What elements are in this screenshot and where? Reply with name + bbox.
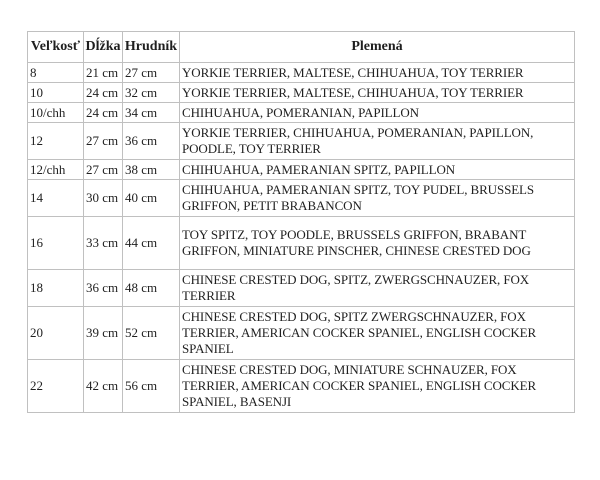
cell-breeds: YORKIE TERRIER, MALTESE, CHIHUAHUA, TOY TERRIER (180, 63, 575, 83)
cell-chest: 27 cm (123, 63, 180, 83)
cell-chest: 36 cm (123, 123, 180, 160)
table-row (28, 63, 575, 83)
table-row (28, 180, 575, 217)
cell-size: 10 (28, 83, 84, 103)
cell-chest: 34 cm (123, 103, 180, 123)
table-row (28, 160, 575, 180)
cell-size: 18 (28, 270, 84, 307)
cell-chest: 44 cm (123, 217, 180, 270)
cell-breeds: YORKIE TERRIER, CHIHUAHUA, POMERANIAN, PAPILLON, POODLE, TOY TERRIER (180, 123, 575, 160)
table-row (28, 307, 575, 360)
column-header-length: Dĺžka (84, 32, 123, 63)
cell-length: 42 cm (84, 360, 123, 413)
cell-chest: 52 cm (123, 307, 180, 360)
cell-chest: 38 cm (123, 160, 180, 180)
cell-breeds: CHIHUAHUA, PAMERANIAN SPITZ, PAPILLON (180, 160, 575, 180)
cell-size: 14 (28, 180, 84, 217)
table-row (28, 360, 575, 413)
cell-breeds: YORKIE TERRIER, MALTESE, CHIHUAHUA, TOY TERRIER (180, 83, 575, 103)
cell-chest: 40 cm (123, 180, 180, 217)
cell-chest: 48 cm (123, 270, 180, 307)
column-header-chest: Hrudník (123, 32, 180, 63)
cell-length: 39 cm (84, 307, 123, 360)
cell-chest: 32 cm (123, 83, 180, 103)
cell-breeds: CHIHUAHUA, PAMERANIAN SPITZ, TOY PUDEL, BRUSSELS GRIFFON, PETIT BRABANCON (180, 180, 575, 217)
cell-size: 12 (28, 123, 84, 160)
cell-size: 20 (28, 307, 84, 360)
cell-size: 22 (28, 360, 84, 413)
cell-breeds: CHINESE CRESTED DOG, SPITZ ZWERGSCHNAUZER, FOX TERRIER, AMERICAN COCKER SPANIEL, ENGLISH COCKER SPANIEL (180, 307, 575, 360)
column-header-breeds: Plemená (180, 32, 575, 63)
cell-length: 36 cm (84, 270, 123, 307)
cell-length: 24 cm (84, 83, 123, 103)
cell-length: 33 cm (84, 217, 123, 270)
cell-chest: 56 cm (123, 360, 180, 413)
cell-size: 12/chh (28, 160, 84, 180)
column-header-size: Veľkosť (28, 32, 84, 63)
cell-length: 21 cm (84, 63, 123, 83)
cell-size: 10/chh (28, 103, 84, 123)
cell-length: 27 cm (84, 123, 123, 160)
dog-size-table (27, 31, 575, 413)
cell-length: 27 cm (84, 160, 123, 180)
table-row (28, 123, 575, 160)
cell-length: 30 cm (84, 180, 123, 217)
table-header-row (28, 32, 575, 63)
cell-breeds: CHINESE CRESTED DOG, MINIATURE SCHNAUZER, FOX TERRIER, AMERICAN COCKER SPANIEL, ENGLISH COCKER SPANIEL, BASENJI (180, 360, 575, 413)
cell-size: 16 (28, 217, 84, 270)
cell-breeds: TOY SPITZ, TOY POODLE, BRUSSELS GRIFFON, BRABANT GRIFFON, MINIATURE PINSCHER, CHINESE CRESTED DOG (180, 217, 575, 270)
cell-breeds: CHIHUAHUA, POMERANIAN, PAPILLON (180, 103, 575, 123)
table-row (28, 270, 575, 307)
cell-breeds: CHINESE CRESTED DOG, SPITZ, ZWERGSCHNAUZER, FOX TERRIER (180, 270, 575, 307)
cell-size: 8 (28, 63, 84, 83)
table-row (28, 103, 575, 123)
table-row (28, 83, 575, 103)
table-row (28, 217, 575, 270)
cell-length: 24 cm (84, 103, 123, 123)
